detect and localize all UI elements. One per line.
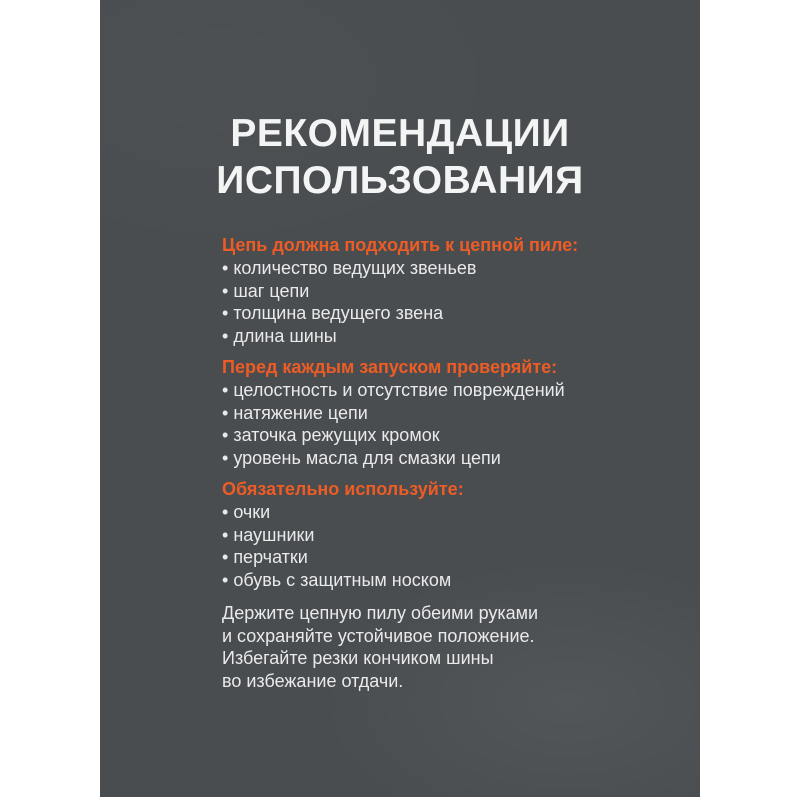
- safety-note-line: и сохраняйте устойчивое положение.: [222, 625, 535, 646]
- bullet-item: • шаг цепи: [222, 280, 670, 303]
- bullet-item: • очки: [222, 501, 670, 524]
- bullet-item: • количество ведущих звеньев: [222, 257, 670, 280]
- bullet-item: • толщина ведущего звена: [222, 302, 670, 325]
- bullet-item: • перчатки: [222, 546, 670, 569]
- section-heading-protective-gear: Обязательно используйте:: [222, 479, 464, 499]
- bullet-item: • длина шины: [222, 325, 670, 348]
- safety-note-line: Держите цепную пилу обеими руками: [222, 603, 539, 623]
- safety-note-line: Избегайте резки кончиком шины: [222, 648, 494, 668]
- section-heading-chain-fit: Цепь должна подходить к цепной пиле:: [222, 235, 579, 255]
- bullet-item: • натяжение цепи: [222, 402, 670, 425]
- safety-note-line: во избежание отдачи.: [222, 670, 404, 691]
- bullet-list-protective-gear: [222, 501, 670, 591]
- recommendations-card: [100, 0, 700, 797]
- bullet-item: • целостность и отсутствие повреждений: [222, 379, 670, 402]
- bullet-item: • обувь с защитным носком: [222, 569, 670, 592]
- section-pre-start-checks: [222, 356, 670, 469]
- bullet-item: • уровень масла для смазки цепи: [222, 447, 670, 470]
- section-heading-pre-start-checks: Перед каждым запуском проверяйте:: [222, 357, 558, 377]
- section-chain-fit: [222, 234, 670, 347]
- bullet-item: • заточка режущих кромок: [222, 424, 670, 447]
- bullet-item: • наушники: [222, 524, 670, 547]
- bullet-list-chain-fit: [222, 257, 670, 347]
- safety-note: [222, 602, 670, 692]
- bullet-list-pre-start-checks: [222, 379, 670, 469]
- section-protective-gear: [222, 478, 670, 591]
- recommendations-content: [100, 234, 700, 692]
- page-title: РЕКОМЕНДАЦИИ ИСПОЛЬЗОВАНИЯ: [216, 112, 584, 202]
